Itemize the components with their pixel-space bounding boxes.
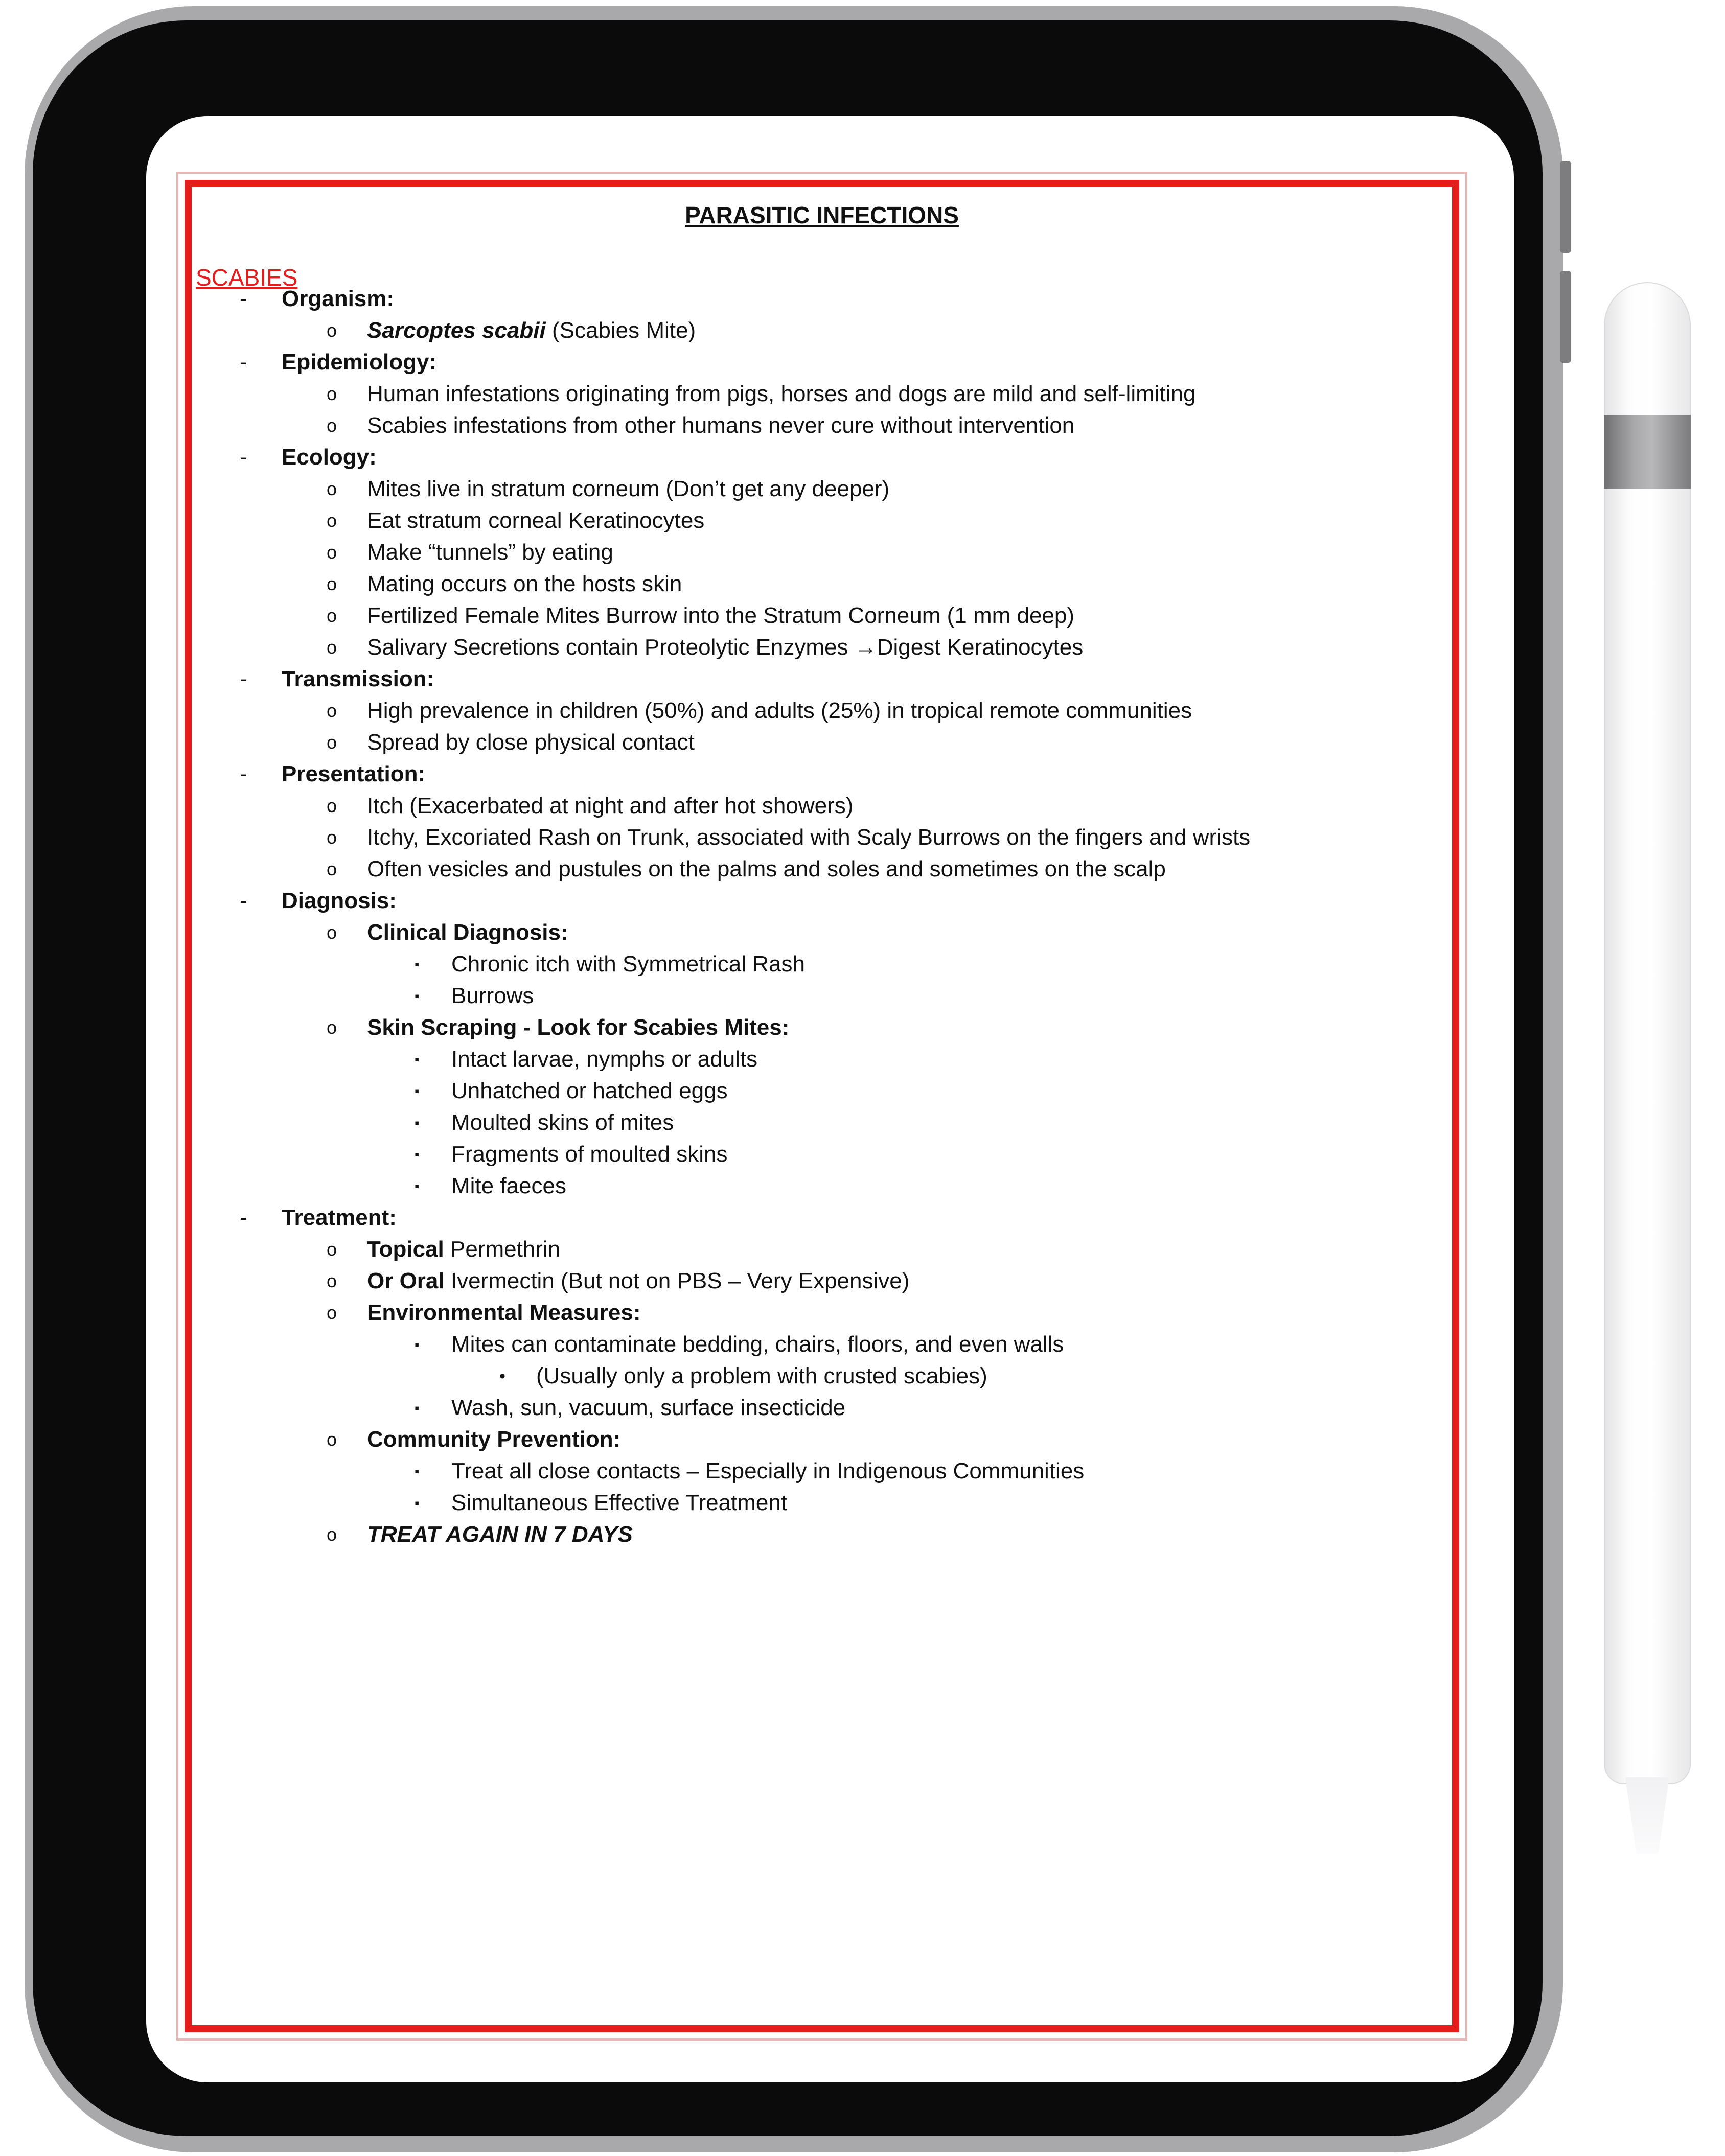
heading-label: Ecology: — [282, 445, 377, 470]
topical-drug: Permethrin — [444, 1237, 561, 1262]
circle-bullet: o — [327, 320, 337, 341]
heading-label: Presentation: — [282, 761, 426, 786]
heading-organism — [178, 283, 1465, 315]
list-item — [178, 1519, 1465, 1550]
list-item — [178, 1455, 1465, 1487]
list-item — [178, 1107, 1465, 1139]
square-bullet: ▪ — [415, 1147, 420, 1162]
item-text: Fertilized Female Mites Burrow into the Stratum Corneum (1 mm deep) — [367, 603, 1075, 628]
list-item — [178, 1044, 1465, 1075]
item-text: Human infestations originating from pigs, horses and dogs are mild and self-limiting — [367, 381, 1196, 406]
heading-presentation — [178, 758, 1465, 790]
dash-marker: - — [240, 761, 247, 786]
circle-bullet: o — [327, 1270, 337, 1291]
square-bullet: ▪ — [415, 1115, 420, 1130]
square-bullet: ▪ — [415, 1495, 420, 1511]
species-common-name: (Scabies Mite) — [545, 318, 696, 343]
circle-bullet: o — [327, 637, 337, 658]
circle-bullet: o — [327, 478, 337, 499]
list-item — [178, 1487, 1465, 1519]
pencil-tip — [1625, 1777, 1669, 1854]
circle-bullet: o — [327, 605, 337, 626]
item-text: Moulted skins of mites — [451, 1110, 674, 1135]
item-text: Mites live in stratum corneum (Don’t get any deeper) — [367, 476, 890, 501]
list-item — [178, 1234, 1465, 1265]
item-text: Mites can contaminate bedding, chairs, floors, and even walls — [451, 1332, 1064, 1357]
treat-again-note: TREAT AGAIN IN 7 DAYS — [367, 1522, 633, 1547]
square-bullet: ▪ — [415, 1178, 420, 1194]
stylus-pencil — [1604, 282, 1691, 1784]
subheading-clinical-diagnosis — [178, 917, 1465, 948]
item-text: Fragments of moulted skins — [451, 1142, 728, 1167]
list-item — [178, 1170, 1465, 1202]
item-text: Itch (Exacerbated at night and after hot showers) — [367, 793, 854, 818]
item-text: Scabies infestations from other humans never cure without intervention — [367, 413, 1075, 438]
volume-down-button — [1560, 271, 1571, 363]
heading-treatment — [178, 1202, 1465, 1234]
heading-label: Transmission: — [282, 666, 434, 691]
subheading-label: Clinical Diagnosis: — [367, 920, 568, 945]
list-item — [178, 473, 1465, 505]
item-text: Salivary Secretions contain Proteolytic Enzymes →Digest Keratinocytes — [367, 635, 1084, 660]
circle-bullet: o — [327, 383, 337, 404]
circle-bullet: o — [327, 795, 337, 816]
heading-ecology — [178, 442, 1465, 473]
list-item — [178, 822, 1465, 853]
list-item — [178, 853, 1465, 885]
list-item — [178, 537, 1465, 568]
dash-marker: - — [240, 286, 247, 311]
pencil-band — [1604, 415, 1691, 489]
circle-bullet: o — [327, 922, 337, 943]
circle-bullet: o — [327, 1524, 337, 1545]
circle-bullet: o — [327, 700, 337, 721]
list-item — [178, 568, 1465, 600]
tablet-bezel — [33, 20, 1543, 2136]
subheading-label: Environmental Measures: — [367, 1300, 641, 1325]
list-item — [178, 1265, 1465, 1297]
item-text: Wash, sun, vacuum, surface insecticide — [451, 1395, 846, 1420]
item-text: Spread by close physical contact — [367, 730, 695, 755]
list-item — [178, 980, 1465, 1012]
square-bullet: ▪ — [415, 988, 420, 1004]
dash-marker: - — [240, 888, 247, 913]
item-text: Unhatched or hatched eggs — [451, 1078, 728, 1103]
oral-label: Or Oral — [367, 1268, 445, 1293]
square-bullet: ▪ — [415, 1052, 420, 1067]
list-item — [178, 1329, 1465, 1360]
subheading-label: Skin Scraping - Look for Scabies Mites: — [367, 1015, 790, 1040]
square-bullet: ▪ — [415, 1464, 420, 1479]
list-item — [178, 505, 1465, 537]
heading-epidemiology — [178, 346, 1465, 378]
dash-marker: - — [240, 1205, 247, 1230]
oral-drug: Ivermectin (But not on PBS – Very Expensive) — [444, 1268, 910, 1293]
heading-label: Treatment: — [282, 1205, 397, 1230]
circle-bullet: o — [327, 732, 337, 753]
circle-bullet: o — [327, 1017, 337, 1038]
circle-bullet: o — [327, 859, 337, 879]
list-item — [178, 378, 1465, 410]
heading-diagnosis — [178, 885, 1465, 917]
dash-marker: - — [240, 350, 247, 375]
list-item — [178, 1075, 1465, 1107]
item-text: Itchy, Excoriated Rash on Trunk, associated with Scaly Burrows on the fingers and wrists — [367, 825, 1251, 850]
list-item — [178, 632, 1465, 663]
item-text: Simultaneous Effective Treatment — [451, 1490, 788, 1515]
heading-label: Diagnosis: — [282, 888, 397, 913]
circle-bullet: o — [327, 573, 337, 594]
circle-bullet: o — [327, 415, 337, 436]
square-bullet: ▪ — [415, 1083, 420, 1099]
heading-label: Epidemiology: — [282, 350, 437, 375]
item-text: Mite faeces — [451, 1173, 566, 1198]
topical-label: Topical — [367, 1237, 444, 1262]
square-bullet: ▪ — [415, 1400, 420, 1416]
subheading-skin-scraping — [178, 1012, 1465, 1044]
subheading-label: Community Prevention: — [367, 1427, 621, 1452]
list-item — [178, 1139, 1465, 1170]
circle-bullet: o — [327, 542, 337, 563]
list-item — [178, 600, 1465, 632]
dash-marker: - — [240, 445, 247, 470]
list-item — [178, 315, 1465, 346]
list-item — [178, 410, 1465, 442]
page-title: PARASITIC INFECTIONS — [685, 202, 959, 228]
circle-bullet: o — [327, 510, 337, 531]
circle-bullet: o — [327, 1302, 337, 1323]
square-bullet: ▪ — [415, 1337, 420, 1352]
list-item — [178, 1392, 1465, 1424]
item-text: Intact larvae, nymphs or adults — [451, 1047, 758, 1072]
item-text: High prevalence in children (50%) and adults (25%) in tropical remote communities — [367, 698, 1192, 723]
item-text: Mating occurs on the hosts skin — [367, 571, 682, 596]
circle-bullet: o — [327, 827, 337, 848]
item-text: Treat all close contacts – Especially in Indigenous Communities — [451, 1458, 1085, 1483]
list-item — [178, 790, 1465, 822]
volume-up-button — [1560, 161, 1571, 253]
section-heading-scabies: SCABIES — [196, 264, 298, 291]
document-page — [176, 172, 1467, 2041]
circle-bullet: o — [327, 1239, 337, 1260]
item-text: (Usually only a problem with crusted scabies) — [536, 1363, 987, 1388]
species-name: Sarcoptes scabii — [367, 318, 546, 343]
list-item — [178, 727, 1465, 758]
document-content — [178, 174, 1465, 2038]
heading-label: Organism: — [282, 286, 395, 311]
item-text: Eat stratum corneal Keratinocytes — [367, 508, 705, 533]
dot-bullet: • — [499, 1366, 505, 1386]
square-bullet: ▪ — [415, 957, 420, 972]
dash-marker: - — [240, 666, 247, 691]
list-item — [178, 948, 1465, 980]
list-item — [178, 695, 1465, 727]
tablet-screen — [146, 116, 1514, 2082]
item-text: Make “tunnels” by eating — [367, 540, 613, 565]
item-text: Often vesicles and pustules on the palms and soles and sometimes on the scalp — [367, 856, 1166, 882]
subheading-environmental-measures — [178, 1297, 1465, 1329]
item-text: Chronic itch with Symmetrical Rash — [451, 952, 805, 977]
list-item — [178, 1360, 1465, 1392]
item-text: Burrows — [451, 983, 534, 1008]
subheading-community-prevention — [178, 1424, 1465, 1455]
circle-bullet: o — [327, 1429, 337, 1450]
heading-transmission — [178, 663, 1465, 695]
